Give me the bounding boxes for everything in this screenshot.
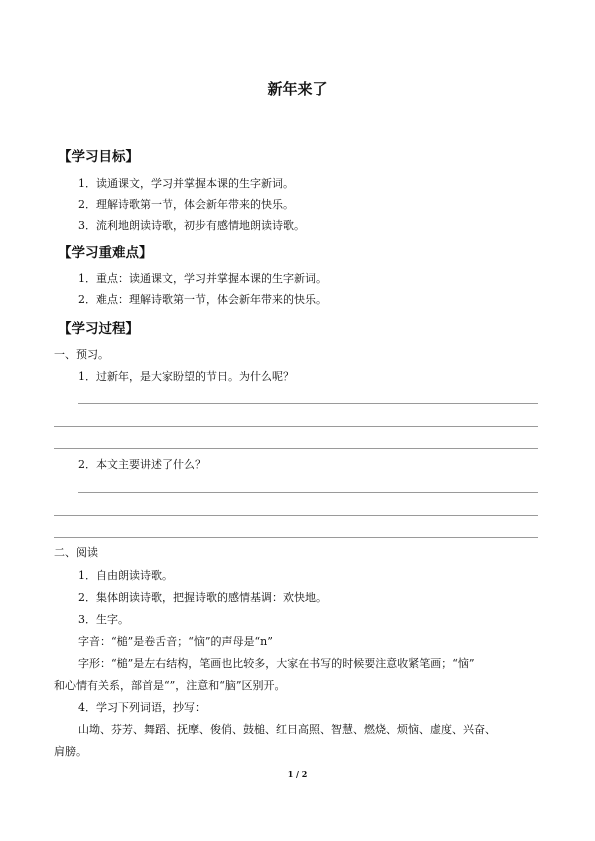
shape-note-line-2: 和心情有关系，部首是“”，注意和“脑”区别开。 bbox=[54, 679, 286, 692]
answer-line bbox=[54, 448, 538, 449]
answer-line bbox=[54, 426, 538, 427]
preview-question-2: 2．本文主要讲述了什么？ bbox=[78, 458, 206, 471]
goal-item-2: 2．理解诗歌第一节，体会新年带来的快乐。 bbox=[78, 198, 294, 211]
pronunciation-note: 字音：“槌”是卷舌音；“恼”的声母是“n” bbox=[78, 635, 273, 648]
reading-item-2: 2．集体朗读诗歌，把握诗歌的感情基调：欢快地。 bbox=[78, 591, 327, 604]
section-heading-process: 【学习过程】 bbox=[58, 321, 139, 337]
answer-line bbox=[54, 537, 538, 538]
page-title: 新年来了 bbox=[267, 80, 328, 98]
goal-item-1: 1．读通课文，学习并掌握本课的生字新词。 bbox=[78, 177, 294, 190]
preview-question-1: 1．过新年，是大家盼望的节日。为什么呢？ bbox=[78, 370, 294, 383]
vocab-line-2: 肩膀。 bbox=[54, 745, 87, 758]
shape-note-line-1: 字形：“槌”是左右结构，笔画也比较多，大家在书写的时候要注意收紧笔画；“恼” bbox=[78, 657, 475, 670]
reading-label: 二、阅读 bbox=[54, 546, 98, 559]
section-heading-goals: 【学习目标】 bbox=[58, 149, 139, 165]
page-number: 1 / 2 bbox=[287, 769, 308, 779]
vocab-line-1: 山坳、芬芳、舞蹈、抚摩、俊俏、鼓槌、红日高照、智慧、燃烧、烦恼、虚度、兴奋、 bbox=[78, 723, 496, 736]
goal-item-3: 3．流利地朗读诗歌，初步有感情地朗读诗歌。 bbox=[78, 219, 305, 232]
reading-item-1: 1．自由朗读诗歌。 bbox=[78, 569, 173, 582]
preview-label: 一、预习。 bbox=[54, 348, 109, 361]
keypoint-item-1: 1．重点：读通课文，学习并掌握本课的生字新词。 bbox=[78, 272, 327, 285]
reading-item-4: 4．学习下列词语，抄写： bbox=[78, 701, 206, 714]
answer-line bbox=[78, 492, 538, 493]
answer-line bbox=[78, 403, 538, 404]
answer-line bbox=[54, 515, 538, 516]
keypoint-item-2: 2．难点：理解诗歌第一节，体会新年带来的快乐。 bbox=[78, 293, 327, 306]
section-heading-keypoints: 【学习重难点】 bbox=[58, 245, 153, 261]
reading-item-3: 3．生字。 bbox=[78, 613, 129, 626]
